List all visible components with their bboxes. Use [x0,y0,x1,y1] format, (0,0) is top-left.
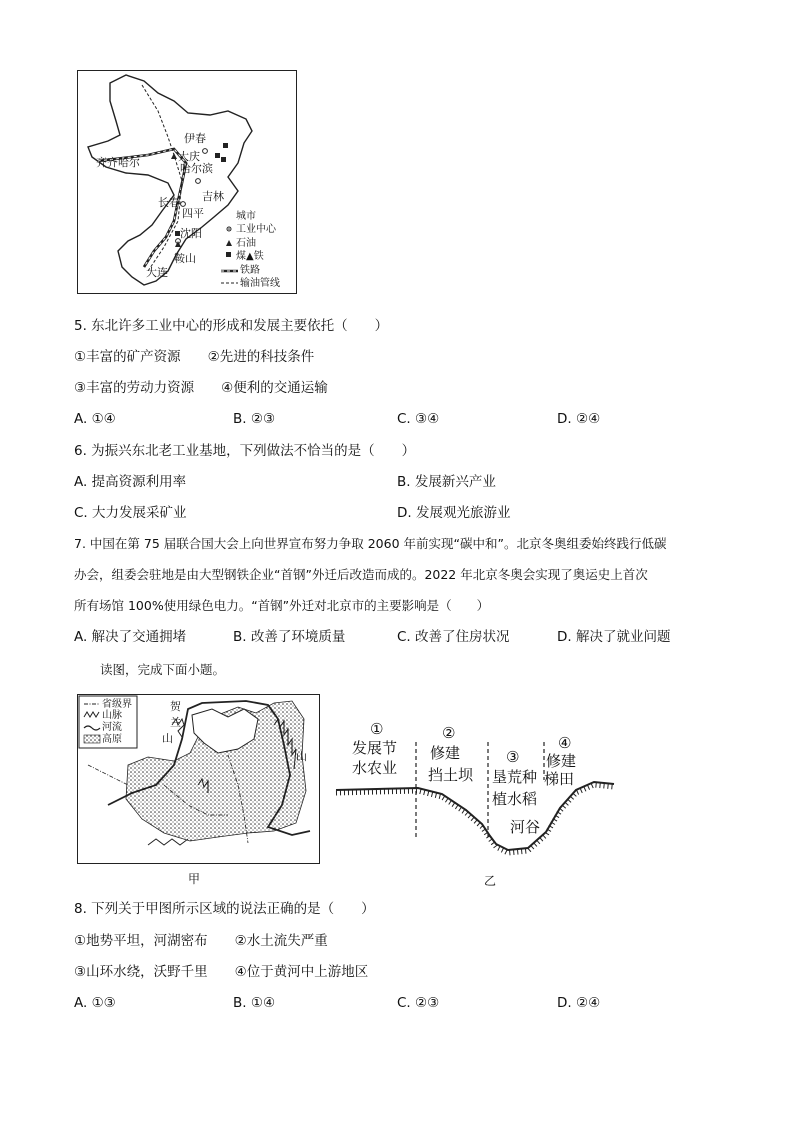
q6-option-b[interactable]: B. 发展新兴产业 [397,474,496,490]
q6-stem: 6. 为振兴东北老工业基地，下列做法不恰当的是（ ） [74,443,416,459]
legend-plateau: 高原 [102,734,122,745]
legend-railway: 铁路 [240,265,260,276]
terrain-profile [332,720,618,880]
legend-boundary: 省级界 [102,699,132,710]
q7-option-d[interactable]: D. 解决了就业问题 [557,629,671,645]
zone-2-text-b: 挡土坝 [428,766,474,784]
legend-mountain: 山脉 [102,710,122,721]
valley-label: 河谷 [510,818,541,836]
figure-caption-jia: 甲 [188,872,201,886]
zone-1-text-a: 发展节 [352,739,398,757]
coal-icon [223,143,228,148]
q7-line3: 所有场馆 100%使用绿色电力。“首钢”外迁对北京市的主要影响是（ ） [74,598,490,613]
oil-icon [171,153,177,159]
legend-industry-symbol [228,228,230,230]
qinling-mountain [148,839,188,845]
zone-3-number: ③ [506,748,520,766]
helan-label-1: 贺 [170,700,181,713]
legend-oil: 石油 [236,238,256,249]
city-label-harbin: 哈尔滨 [180,162,213,175]
q5-option-d[interactable]: D. ②④ [557,411,601,427]
city-label-dalian: 大连 [146,266,168,279]
legend-river: 河流 [102,722,122,733]
q5-option-c[interactable]: C. ③④ [397,411,440,427]
city-marker [196,179,201,184]
ground-profile [336,782,614,850]
zone-3-text-b: 植水稻 [492,790,538,808]
q7-option-b[interactable]: B. 改善了环境质量 [233,629,346,645]
coal-icon [215,153,220,158]
q8-line1: ①地势平坦，河湖密布 ②水土流失严重 [74,933,328,949]
q8-option-a[interactable]: A. ①③ [74,995,116,1011]
city-label-anshan: 鞍山 [174,252,196,265]
zone-4-text-b: 梯田 [544,770,575,788]
legend-oil-symbol [226,240,232,246]
q7-line1: 7. 中国在第 75 届联合国大会上向世界宣布努力争取 2060 年前实现“碳中和”。北京冬奥组委始终践行低碳 [74,536,667,551]
q8-option-c[interactable]: C. ②③ [397,995,440,1011]
q7-option-a[interactable]: A. 解决了交通拥堵 [74,629,187,645]
zone-4-number: ④ [558,734,572,752]
q6-option-c[interactable]: C. 大力发展采矿业 [74,505,187,521]
province-boundary [88,765,128,785]
loess-plateau-map [77,694,320,864]
figure-caption-yi: 乙 [484,874,497,888]
reading-instruction: 读图，完成下面小题。 [100,662,226,677]
zone-4-text-a: 修建 [546,752,577,770]
city-marker [203,149,208,154]
helan-label-2: 兰 [170,716,181,729]
city-label-jilin: 吉林 [202,190,224,203]
q5-option-b[interactable]: B. ②③ [233,411,276,427]
zone-2-text-a: 修建 [430,744,461,762]
legend-pipeline: 输油管线 [240,278,280,289]
q6-option-d[interactable]: D. 发展观光旅游业 [397,505,511,521]
city-label-shenyang: 沈阳 [180,227,202,240]
coal-icon [221,157,226,162]
q5-line2: ③丰富的劳动力资源 ④便利的交通运输 [74,380,328,396]
legend-plateau-symbol [84,735,100,743]
city-marker [181,202,186,207]
q8-option-b[interactable]: B. ①④ [233,995,276,1011]
zone-2-number: ② [442,724,456,742]
q8-stem: 8. 下列关于甲图所示区域的说法正确的是（ ） [74,901,375,917]
zone-1-number: ① [370,720,384,738]
city-label-qiqihar: 齐齐哈尔 [96,156,140,169]
q8-option-d[interactable]: D. ②④ [557,995,601,1011]
q7-option-c[interactable]: C. 改善了住房状况 [397,629,510,645]
mountain-label: 山 [296,750,307,763]
helan-label-3: 山 [162,732,173,745]
q6-option-a[interactable]: A. 提高资源利用率 [74,474,187,490]
q7-line2: 办会，组委会驻地是由大型钢铁企业“首钢”外迁后改造而成的。2022 年北京冬奥会实现了奥运史上首次 [74,567,648,582]
legend-industrial-center: 工业中心 [236,224,276,235]
northeast-map [77,70,297,294]
city-label-siping: 四平 [182,207,204,220]
zone-1-text-b: 水农业 [352,759,398,777]
city-label-changchun: 长春 [158,196,180,209]
legend-city: 城市 [236,211,256,222]
city-label-daqing: 大庆 [178,150,200,163]
q5-option-a[interactable]: A. ①④ [74,411,116,427]
q8-line2: ③山环水绕，沃野千里 ④位于黄河中上游地区 [74,964,369,980]
q5-line1: ①丰富的矿产资源 ②先进的科技条件 [74,349,315,365]
city-label-yichun: 伊春 [184,132,206,145]
legend-coal-symbol [226,252,231,257]
q5-stem: 5. 东北许多工业中心的形成和发展主要依托（ ） [74,318,389,334]
zone-3-text-a: 垦荒种 [492,768,538,786]
legend-coal-iron: 煤▲铁 [236,251,264,262]
